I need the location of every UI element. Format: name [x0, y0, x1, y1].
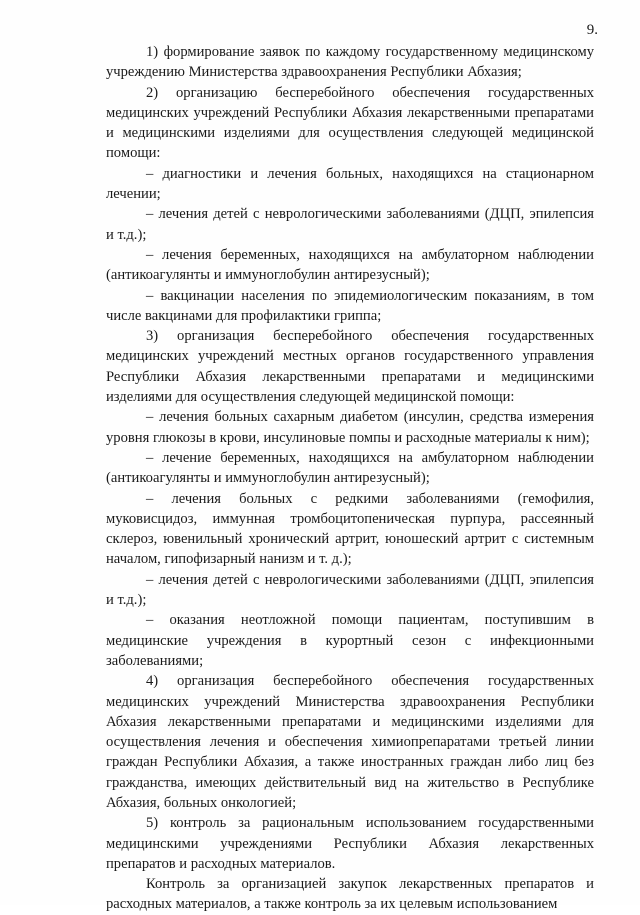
paragraph-subitem-diabetes: – лечения больных сахарным диабетом (инсулин, средства измерения уровня глюкозы в крови, инсулиновые помпы и расходные материалы к ним);	[106, 409, 594, 446]
paragraph-item-4: 4) организация бесперебойного обеспечения государственных медицинских учреждений Министерства здравоохранения Республики Абхазия лекарственными препаратами и медицинскими изделиями для осуществления лечения и обеспечения химиопрепаратами третьей линии граждан Республики Абхазия, а также иностранных граждан либо лиц без гражданства, имеющих действительный вид на жительство в Республике Абхазия, больных онкологией;	[106, 673, 594, 811]
paragraph-item-3: 3) организация бесперебойного обеспечения государственных медицинских учреждений местных органов государственного управления Республики Абхазия лекарственными препаратами и медицинскими изделиями для осуществления следующей медицинской помощи:	[106, 328, 594, 406]
paragraph-subitem-pregnant: – лечения беременных, находящихся на амбулаторном наблюдении (антикоагулянты и иммуноглобулин антирезусный);	[106, 246, 594, 284]
paragraph-item-2: 2) организацию бесперебойного обеспечения государственных медицинских учреждений Республики Абхазия лекарственными препаратами и медицинскими изделиями для осуществления следующей медицинской помощи:	[106, 84, 594, 162]
paragraph-subitem-pregnant-treatment: – лечение беременных, находящихся на амбулаторном наблюдении (антикоагулянты и иммуноглобулин антирезусный);	[106, 449, 594, 487]
paragraph-subitem-neuro-children: – лечения детей с неврологическими заболеваниями (ДЦП, эпилепсия и т.д.);	[106, 206, 594, 243]
paragraph-subitem-vaccination: – вакцинации населения по эпидемиологическим показаниям, в том числе вакцинами для профилактики гриппа;	[106, 287, 594, 324]
paragraph-subitem-rare-diseases: – лечения больных с редкими заболеваниями (гемофилия, муковисцидоз, иммунная тромбоцитопеническая пурпура, рассеянный склероз, ювенильный хронический артрит, юношеский артрит с системным началом, гипофизарный нанизм и т. д.);	[106, 490, 594, 568]
paragraph-control: Контроль за организацией закупок лекарственных препаратов и расходных материалов, а также контроль за их целевым использованием	[106, 876, 594, 913]
paragraph-item-5: 5) контроль за рациональным использованием государственными медицинскими учреждениями Республики Абхазия лекарственных препаратов и расходных материалов.	[106, 815, 594, 872]
page-number: 9.	[586, 22, 598, 38]
paragraph-subitem-inpatient: – диагностики и лечения больных, находящихся на стационарном лечении;	[106, 165, 594, 203]
document-body	[106, 42, 594, 915]
paragraph-item-1: 1) формирование заявок по каждому государственному медицинскому учреждению Министерства здравоохранения Республики Абхазия;	[106, 44, 594, 81]
paragraph-subitem-neuro-children-2: – лечения детей с неврологическими заболеваниями (ДЦП, эпилепсия и т.д.);	[106, 571, 594, 609]
paragraph-subitem-emergency: – оказания неотложной помощи пациентам, поступившим в медицинские учреждения в курортный сезон с инфекционными заболеваниями;	[106, 612, 594, 669]
